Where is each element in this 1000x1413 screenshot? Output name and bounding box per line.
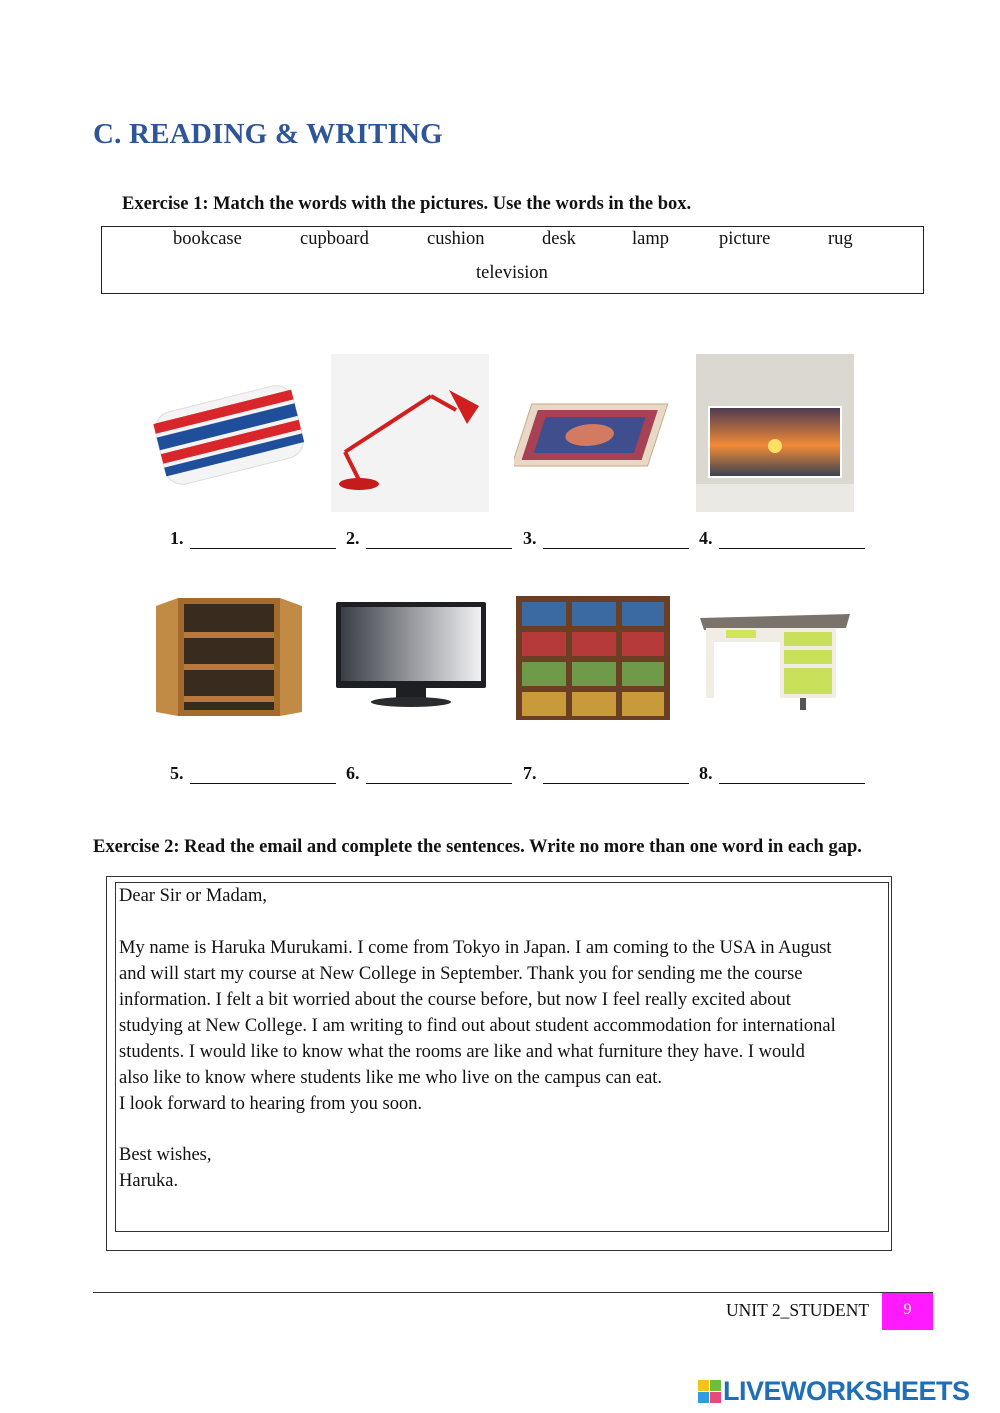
liveworksheets-mark-icon: [697, 1379, 723, 1405]
answer-number: 5.: [170, 763, 184, 783]
exercise-1-title: Exercise 1: Match the words with the pictures. Use the words in the box.: [122, 194, 692, 214]
bookcase-icon: [514, 592, 672, 722]
email-line: information. I felt a bit worried about the course before, but now I feel really excited about: [119, 990, 791, 1010]
answer-6: [346, 763, 360, 784]
television-icon: [332, 592, 490, 722]
answer-8: [699, 763, 713, 784]
answer-1-input[interactable]: [190, 530, 336, 549]
word-television: television: [476, 263, 548, 283]
email-line: I look forward to hearing from you soon.: [119, 1094, 423, 1114]
rug-icon: [514, 354, 672, 512]
answer-number: 2.: [346, 528, 360, 548]
answer-6-input[interactable]: [366, 765, 512, 784]
page-number-badge: 9: [882, 1293, 933, 1330]
footer-label: UNIT 2_STUDENT: [726, 1300, 870, 1320]
email-line: My name is Haruka Murukami. I come from Tokyo in Japan. I am coming to the USA in August: [119, 938, 832, 958]
answer-number: 3.: [523, 528, 537, 548]
answer-number: 8.: [699, 763, 713, 783]
word-rug: rug: [828, 229, 853, 249]
email-line: studying at New College. I am writing to find out about student accommodation for international: [119, 1016, 836, 1036]
word-bookcase: bookcase: [173, 229, 242, 249]
answer-4-input[interactable]: [719, 530, 865, 549]
desk-icon: [696, 592, 854, 722]
email-line: and will start my course at New College in September. Thank you for sending me the course: [119, 964, 803, 984]
answer-4: [699, 528, 713, 549]
exercise-2-title: Exercise 2: Read the email and complete the sentences. Write no more than one word in each gap.: [93, 837, 862, 857]
liveworksheets-text: LIVEWORKSHEETS: [723, 1376, 970, 1406]
email-line: also like to know where students like me who live on the campus can eat.: [119, 1068, 663, 1088]
answer-3: [523, 528, 537, 549]
cushion-icon: [150, 354, 308, 512]
answer-number: 7.: [523, 763, 537, 783]
answer-2: [346, 528, 360, 549]
word-lamp: lamp: [632, 229, 669, 249]
answer-1: [170, 528, 184, 549]
section-title: C. READING & WRITING: [93, 118, 443, 150]
lamp-icon: [331, 354, 489, 512]
email-line: students. I would like to know what the rooms are like and what furniture they have. I would: [119, 1042, 805, 1062]
word-desk: desk: [542, 229, 576, 249]
answer-2-input[interactable]: [366, 530, 512, 549]
answer-number: 4.: [699, 528, 713, 548]
answer-number: 6.: [346, 763, 360, 783]
word-picture: picture: [719, 229, 771, 249]
footer-divider: [93, 1292, 933, 1293]
word-cupboard: cupboard: [300, 229, 369, 249]
email-signature: Haruka.: [119, 1171, 179, 1191]
word-cushion: cushion: [427, 229, 485, 249]
answer-5-input[interactable]: [190, 765, 336, 784]
answer-8-input[interactable]: [719, 765, 865, 784]
answer-number: 1.: [170, 528, 184, 548]
email-greeting: Dear Sir or Madam,: [119, 886, 267, 906]
answer-3-input[interactable]: [543, 530, 689, 549]
answer-7: [523, 763, 537, 784]
answer-7-input[interactable]: [543, 765, 689, 784]
cupboard-icon: [150, 592, 308, 722]
answer-5: [170, 763, 184, 784]
email-signoff: Best wishes,: [119, 1145, 212, 1165]
picture-icon: [696, 354, 854, 512]
